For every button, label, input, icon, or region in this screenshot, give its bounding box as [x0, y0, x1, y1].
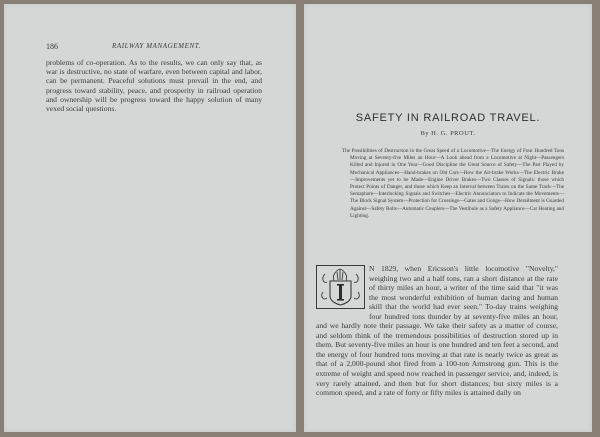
letter-I-glyph	[339, 285, 342, 300]
synopsis-text: The Possibilities of Destruction in the Great Speed of a Locomotive—The Energy of Four Hundred Tons Moving at Seventy-five Miles an Hour—A Look ahead from a Locomotive at Night—Passengers Killed and Injured in One Year—Good Discipline the Great Source of Safety—The Part Played by Mechanical Appliances—Hand-brakes on Old Cars—How the Air-brake Works—The Electric Brake—Improvements yet to be Made—Engine Driver Brakes—Two Classes of Signals: those which Protect Points of Danger, and those which Keep an Interval between Trains on the Same Track—The Semaphore—Interlocking Signals and Switches—Electric Annunciators to Indicate the Movements—The Block Signal System—Protection for Crossings—Gates and Gongs—How Derailment is Guarded Against—Safety Bolts—Automatic Couplers—The Vestibule as a Safety Appliance—Car Heating and Lighting.	[342, 148, 564, 219]
article-body-text: N 1829, when Ericsson's little locomotive "Novelty," weighing two and a half tons, ran a short distance at the rate of thirty miles an hour, a writer of the time said that "it was the most wonderful exhibition of human daring and human skill that the world had ever seen." To-day trains weighing four hundred tons thunder by at seventy-five miles an hour, and we hardly note their passage. We take their safety as a matter of course, and seldom think of the tremendous possibilities of destruction stored up in them. But seventy-five miles an hour is one hundred and ten feet a second, and the energy of four hundred tons moving at that rate is nearly twice as great as that of a 2,000-pound shot fired from a 100-ton Armstrong gun. This is the extreme of weight and speed now reached in passenger service, and, indeed, is very rarely attained, and then but for short distances; but sixty miles is a common speed, and a rate of forty or fifty miles is attained daily on	[316, 264, 558, 398]
left-page	[4, 4, 296, 432]
right-page	[304, 4, 592, 432]
byline: By H. G. PROUT.	[420, 130, 476, 137]
closing-paragraph: problems of co-operation. As to the results, we can only say that, as war is destructive, no state of warfare, even between capital and labor, can be permanent. Peaceful solutions must prevail in the end, and progress toward stability, peace, and prosperity in railroad operation and ownership will be progress toward the happy solution of many vexed social questions.	[46, 58, 262, 114]
synopsis	[342, 148, 564, 220]
page-number: 186	[46, 42, 58, 51]
ornamental-drop-cap	[316, 265, 365, 309]
ornament-icon	[317, 266, 364, 308]
running-title: RAILWAY MANAGEMENT.	[112, 42, 202, 50]
article-title: SAFETY IN RAILROAD TRAVEL.	[355, 112, 541, 124]
running-head	[46, 42, 266, 54]
